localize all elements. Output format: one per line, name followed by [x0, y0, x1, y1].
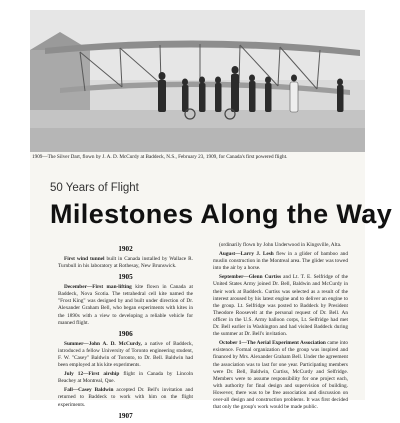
milestone-lead: Summer—John A. D. McCurdy,: [64, 340, 142, 347]
milestone-entry: [213, 340, 348, 411]
biplane-photo-illustration: [30, 10, 365, 152]
left-column: [58, 242, 193, 423]
milestone-entry: [58, 387, 193, 408]
milestone-lead: Fall—Casey Baldwin: [64, 387, 114, 394]
article-kicker: 50 Years of Flight: [50, 182, 139, 194]
year-heading: 1906: [118, 329, 133, 338]
milestone-entry: [213, 274, 348, 338]
milestone-entry: [213, 251, 348, 272]
milestone-lead: December—First man-lifting: [64, 284, 132, 291]
milestone-body: built in Canada installed by Wallace R. Turnbull in his laboratory at Rothesay, New Brunswick.: [58, 256, 193, 270]
article-headline: Milestones Along the Way: [50, 199, 393, 229]
year-heading: 1907: [118, 411, 133, 420]
milestone-entry: [58, 256, 193, 270]
right-column: [213, 242, 348, 413]
milestone-lead: September—Glenn Curtiss: [219, 274, 282, 281]
year-heading: 1905: [118, 273, 133, 282]
milestone-body: flew in a glider of bamboo and muslin construction in the Montreal area. The glider was towed into the air by a horse.: [213, 251, 348, 272]
milestone-lead: August—Larry J. Lesh: [219, 251, 274, 258]
milestone-entry: [213, 242, 348, 249]
milestone-body: (ordinarily flown by John Underwood in Kingsville, Alta.: [219, 242, 342, 248]
milestone-body: came into existence. Formal organization of the group was inspired and financed by Mrs. Alexander Graham Bell. Under the agreement the association was to last for one year. Participating members were Dr. Bell, Baldwin, Curtiss, McCurdy and Selfridge. Members were to assume responsibility for one project each, with authority for final design and supervision of building. However, there was to be free association and discussion on over-all design and construction problems. It was first decided that only the group's work would be made public.: [213, 340, 348, 411]
milestone-lead: October 1—The Aerial Experiment Association: [219, 340, 326, 347]
newspaper-page: [30, 10, 393, 420]
milestone-entry: [58, 284, 193, 327]
photo-caption: 1909—The Silver Dart, flown by J. A. D. McCurdy at Baddeck, N.S., February 23, 1909, for Canada's first powered flight.: [32, 154, 288, 160]
milestone-entry: [58, 341, 193, 369]
milestone-lead: First wind tunnel: [64, 256, 105, 262]
milestone-body: kite flown in Canada at Baddeck, Nova Scotia. The tetrahedral cell kite named the "Frost King" was designed by and built under direction of Dr. Alexander Graham Bell, who began experiments with kites in the 1890s with a view to developing a reliable vehicle for manned flight.: [58, 284, 193, 326]
milestone-entry: [58, 371, 193, 385]
milestone-body: and Lt. T. E. Selfridge of the United States Army joined Dr. Bell, Baldwin and McCurdy in their work at Baddeck. Curtiss was selected as a result of the interest aroused by his latest engine and to deliver an engine to the group. Lt. Selfridge was posted to Baddeck by President Theodore Roosevelt at the personal request of Dr. Bell. An officer in the U.S. Army balloon corps, Lt. Selfridge had met Dr. Bell earlier in Washington and had visited Baddeck during the summer at Dr. Bell's invitation.: [213, 274, 348, 338]
milestone-lead: July 12—First airship: [64, 371, 120, 378]
year-heading: 1902: [118, 245, 133, 253]
milestone-body: accepted Dr. Bell's invitation and returned to Baddeck to work with him on the flight experiments.: [58, 387, 194, 408]
milestone-body: a native of Baddeck, introduced a fellow University of Toronto engineering student, F. W. "Casey" Baldwin of Toronto, to Dr. Bell. Baldwin had been employed at his kite experiments.: [58, 340, 193, 369]
milestone-body: flight in Canada by Lincoln Beachey at Montreal, Que.: [58, 371, 193, 385]
silver-dart-photo: [30, 10, 365, 152]
